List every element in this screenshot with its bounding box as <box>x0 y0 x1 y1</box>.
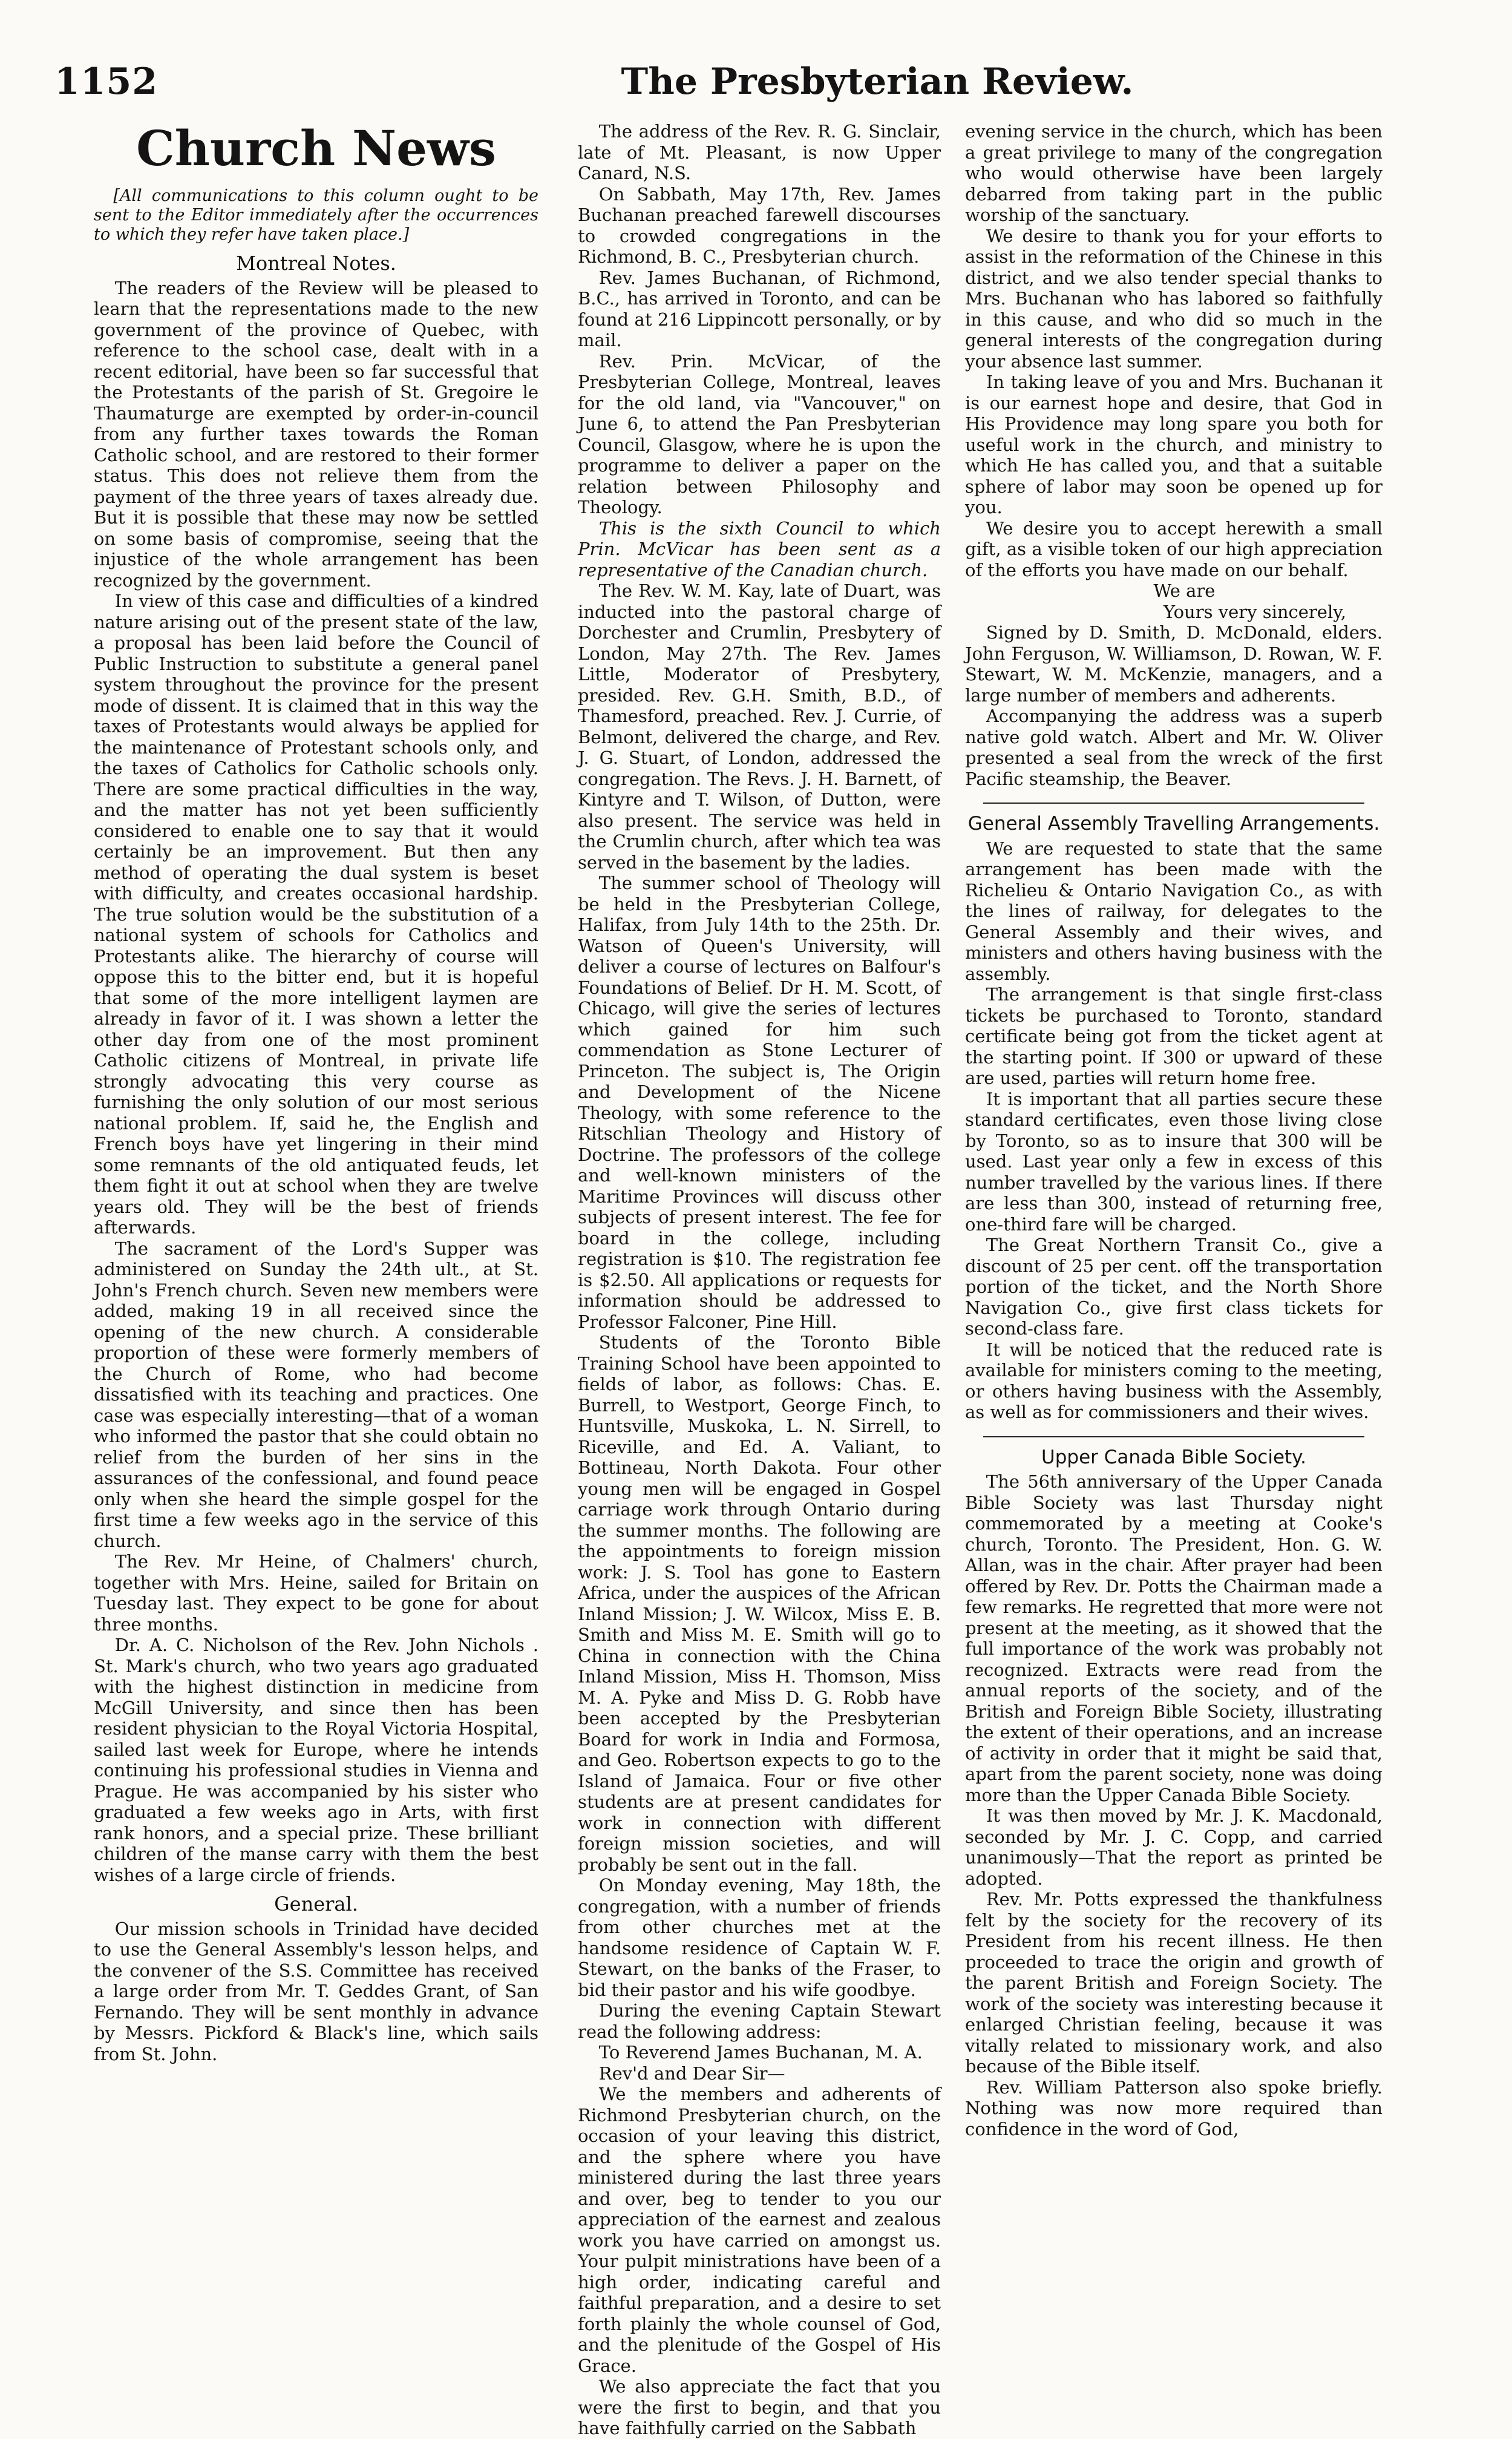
editor-note: [All communications to this column ought to be sent to the Editor immediately after the occurrences to which they refer have taken place.] <box>94 186 538 244</box>
paragraph: On Monday evening, May 18th, the congregation, with a number of friends from other churches met at the handsome residence of Captain W. F. Stewart, on the banks of the Fraser, to bid their pastor and his wife goodbye. <box>578 1875 941 2000</box>
paragraph: Rev. James Buchanan, of Richmond, B.C., has arrived in Toronto, and can be found at 216 Lippincott personally, or by mail. <box>578 267 941 350</box>
paragraph: The arrangement is that single first-class tickets be purchased to Toronto, standard certificate being got from the ticket agent at the starting point. If 300 or upward of these are used, parties will return home free. <box>965 984 1383 1088</box>
paragraph: It is important that all parties secure these standard certificates, even those living close by Toronto, so as to insure that 300 will be used. Last year only a few in excess of this number travelled by the various lines. If there are less than 300, instead of returning free, one-third fare will be charged. <box>965 1088 1383 1235</box>
paragraph: The readers of the Review will be pleased to learn that the representations made to the new government of the province of Quebec, with reference to the school case, dealt with in a recent editorial, have been so far successful that the Protestants of the parish of St. Gregoire le Thaumaturge are exempted by order-in-council from any further taxes towards the Roman Catholic school, and are restored to their former status. This does not relieve them from the payment of the three years of taxes already due. But it is possible that these may now be settled on some basis of compromise, seeing that the injustice of the whole arrangement has been recognized by the government. <box>94 277 538 591</box>
page-number: 1152 <box>54 61 158 103</box>
paragraph: In view of this case and difficulties of a kindred nature arising out of the present state of the law, a proposal has been laid before the Council of Public Instruction to substitute a general panel system throughout the province for the present mode of dissent. It is claimed that in this way the taxes of Protestants would always be applied for the maintenance of Protestant schools only, and the taxes of Catholics for Catholic schools only. There are some practical difficulties in the way, and the matter has not yet been sufficiently considered to enable one to say that it would certainly be an improvement. But then any method of operating the dual system is beset with difficulty, and creates occasional hardship. The true solution would be the substitution of a national system of schools for Catholics and Protestants alike. The hierarchy of course will oppose this to the bitter end, but it is hopeful that some of the more intelligent laymen are already in favor of it. I was shown a letter the other day from one of the most prominent Catholic citizens of Montreal, in private life strongly advocating this very course as furnishing the only solution of our most serious national problem. If, said he, the English and French boys have yet lingering in their mind some remnants of the old antiquated feuds, let them fight it out at school when they are twelve years old. They will be the best of friends afterwards. <box>94 591 538 1238</box>
paragraph: Students of the Toronto Bible Training School have been appointed to fields of labor, as follows: Chas. E. Burrell, to Westport, George Finch, to Huntsville, Muskoka, L. N. Sirrell, to Riceville, and Ed. A. Valiant, to Bottineau, North Dakota. Four other young men will be engaged in Gospel carriage work through Ontario during the summer months. The following are the appointments to foreign mission work: J. S. Tool has gone to Eastern Africa, under the auspices of the African Inland Mission; J. W. Wilcox, Miss E. B. Smith and Miss M. E. Smith will go to China in connection with the China Inland Mission, Miss H. Thomson, Miss M. A. Pyke and Miss D. G. Robb have been accepted by the Presbyterian Board for work in India and Formosa, and Geo. Robertson expects to go to the Island of Jamaica. Four or five other students are at present candidates for work in connection with different foreign mission societies, and will probably be sent out in the fall. <box>578 1332 941 1875</box>
column-1 <box>94 118 538 2200</box>
paragraph: It will be noticed that the reduced rate is available for ministers coming to the meeting, or others having business with the Assembly, as well as for commissioners and their wives. <box>965 1339 1383 1422</box>
paragraph: The 56th anniversary of the Upper Canada Bible Society was last Thursday night commemorated by a meeting at Cooke's church, Toronto. The President, Hon. G. W. Allan, was in the chair. After prayer had been offered by Rev. Dr. Potts the Chairman made a few remarks. He regretted that more were not present at the meeting, as it showed that the full importance of the work was probably not recognized. Extracts were read from the annual reports of the society, and of the British and Foreign Bible Society, illustrating the extent of their operations, and an increase of activity in order that it might be said that, apart from the parent society, none was doing more than the Upper Canada Bible Society. <box>965 1471 1383 1805</box>
paragraph: Accompanying the address was a superb native gold watch. Albert and Mr. W. Oliver presented a seal from the wreck of the first Pacific steamship, the Beaver. <box>965 706 1383 789</box>
journal-title: The Presbyterian Review. <box>621 61 1134 103</box>
paragraph: Our mission schools in Trinidad have decided to use the General Assembly's lesson helps, and the convener of the S.S. Committee has received a large order from Mr. T. Geddes Grant, of San Fernando. They will be sent monthly in advance by Messrs. Pickford & Black's line, which sails from St. John. <box>94 1918 538 2064</box>
paragraph: In taking leave of you and Mrs. Buchanan it is our earnest hope and desire, that God in His Providence may long spare you both for useful work in the church, and ministry to which He has called you, and that a suitable sphere of labor may soon be opened up for you. <box>965 372 1383 517</box>
divider <box>983 803 1364 804</box>
paragraph: The summer school of Theology will be held in the Presbyterian College, Halifax, from July 14th to the 25th. Dr. Watson of Queen's University, will deliver a course of lectures on Balfour's Foundations of Belief. Dr H. M. Scott, of Chicago, will give the series of lectures which gained for him such commendation as Stone Lecturer of Princeton. The subject is, The Origin and Development of the Nicene Theology, with some reference to the Ritschlian Theology and History of Doctrine. The professors of the college and well-known ministers of the Maritime Provinces will discuss other subjects of present interest. The fee for board in the college, including registration is $10. The registration fee is $2.50. All applications or requests for information should be addressed to Professor Falconer, Pine Hill. <box>578 873 941 1332</box>
column-3 <box>965 121 1383 2203</box>
signature-closing: We are <box>1153 580 1216 601</box>
paragraph: The Rev. Mr Heine, of Chalmers' church, together with Mrs. Heine, sailed for Britain on Tuesday last. They expect to be gone for about three months. <box>94 1551 538 1635</box>
paragraph: The sacrament of the Lord's Supper was administered on Sunday the 24th ult., at St. John's French church. Seven new members were added, making 19 in all received since the opening of the new church. A considerable proportion of these were formerly members of the Church of Rome, who had become dissatisfied with its teaching and practices. One case was especially interesting—that of a woman who informed the pastor that she could obtain no relief from the burden of her sins in the assurances of the confessional, and found peace only when she heard the simple gospel for the first time a few weeks ago in the service of this church. <box>94 1238 538 1551</box>
heading-general: General. <box>274 1892 358 1915</box>
paragraph: We desire you to accept herewith a small gift, as a visible token of our high appreciation of the efforts you have made on our behalf. <box>965 517 1383 580</box>
column-2 <box>578 121 941 2438</box>
paragraph: Rev. Prin. McVicar, of the Presbyterian College, Montreal, leaves for the old land, via "Vancouver," on June 6, to attend the Pan Presbyterian Council, Glasgow, where he is upon the programme to deliver a paper on the relation between Philosophy and Theology. <box>578 350 941 517</box>
divider <box>983 1436 1364 1437</box>
paragraph: It was then moved by Mr. J. K. Macdonald, seconded by Mr. J. C. Copp, and carried unanimously—That the report as printed be adopted. <box>965 1805 1383 1889</box>
paragraph: We desire to thank you for your efforts to assist in the reformation of the Chinese in this district, and we also tender special thanks to Mrs. Buchanan who has labored so faithfully in this cause, and who did so much in the general interests of the congregation during your absence last summer. <box>965 225 1383 372</box>
heading-assembly-travelling: General Assembly Travelling Arrangements. <box>967 813 1380 835</box>
paragraph: The Rev. W. M. Kay, late of Duart, was inducted into the pastoral charge of Dorchester and Crumlin, Presbytery of London, May 27th. The Rev. James Little, Moderator of Presbytery, presided. Rev. G.H. Smith, B.D., of Thamesford, preached. Rev. J. Currie, of Belmont, delivered the charge, and Rev. J. G. Stuart, of London, addressed the congregation. The Revs. J. H. Barnett, of Kintyre and T. Wilson, of Dutton, were also present. The service was held in the Crumlin church, after which tea was served in the basement by the ladies. <box>578 580 941 873</box>
paragraph: During the evening Captain Stewart read the following address: <box>578 2000 941 2042</box>
paragraph: On Sabbath, May 17th, Rev. James Buchanan preached farewell discourses to crowded congregations in the Richmond, B. C., Presbyterian church. <box>578 183 941 267</box>
paragraph: The Great Northern Transit Co., give a discount of 25 per cent. off the transportation portion of the ticket, and the North Shore Navigation Co., give first class tickets for second-class fare. <box>965 1235 1383 1339</box>
paragraph: Dr. A. C. Nicholson of the Rev. John Nichols . St. Mark's church, who two years ago graduated with the highest distinction in medicine from McGill University, and since then has been resident physician to the Royal Victoria Hospital, sailed last week for Europe, where he intends continuing his professional studies in Vienna and Prague. He was accompanied by his sister who graduated a few weeks ago in Arts, with first rank honors, and a special prize. These brilliant children of the manse carry with them the best wishes of a large circle of friends. <box>94 1635 538 1885</box>
section-title-church-news: Church News <box>136 120 496 177</box>
paragraph: Rev. Mr. Potts expressed the thankfulness felt by the society for the recovery of its President from his recent illness. He then proceeded to trace the origin and growth of the parent British and Foreign Society. The work of the society was interesting because it enlarged Christian feeling, because it was vitally related to missionary work, and also because of the Bible itself. <box>965 1889 1383 2076</box>
heading-bible-society: Upper Canada Bible Society. <box>1041 1446 1306 1468</box>
heading-montreal-notes: Montreal Notes. <box>236 252 396 275</box>
paragraph: The address of the Rev. R. G. Sinclair, late of Mt. Pleasant, is now Upper Canard, N.S. <box>578 121 941 183</box>
paragraph: Rev. William Patterson also spoke briefly. Nothing was now more required than confidence in the word of God, <box>965 2076 1383 2139</box>
paragraph: We the members and adherents of Richmond Presbyterian church, on the occasion of your leaving this district, and the sphere where you have ministered during the last three years and over, beg to tender to you our appreciation of the earnest and zealous work you have carried on amongst us. Your pulpit ministrations have been of a high order, indicating careful and faithful preparation, and a desire to set forth plainly the whole counsel of God, and the plenitude of the Gospel of His Grace. <box>578 2084 941 2376</box>
paragraph: We are requested to state that the same arrangement has been made with the Richelieu & Ontario Navigation Co., as with the lines of railway, for delegates to the General Assembly and their wives, and ministers and others having business with the assembly. <box>965 838 1383 984</box>
paragraph-italic: This is the sixth Council to which Prin. McVicar has been sent as a representative of the Canadian church. <box>578 517 941 580</box>
address-salutation: To Reverend James Buchanan, M. A. <box>598 2042 923 2063</box>
paragraph: We also appreciate the fact that you were the first to begin, and that you have faithfully carried on the Sabbath <box>578 2376 941 2438</box>
signature-sincerely: Yours very sincerely, <box>1163 601 1346 622</box>
paragraph: Signed by D. Smith, D. McDonald, elders. John Ferguson, W. Williamson, D. Rowan, W. F. Stewart, W. M. McKenzie, managers, and a large number of members and adherents. <box>965 622 1383 706</box>
paragraph: evening service in the church, which has been a great privilege to many of the congregation who would otherwise have been largely debarred from taking part in the public worship of the sanctuary. <box>965 121 1383 225</box>
address-greeting: Rev'd and Dear Sir— <box>598 2063 785 2084</box>
